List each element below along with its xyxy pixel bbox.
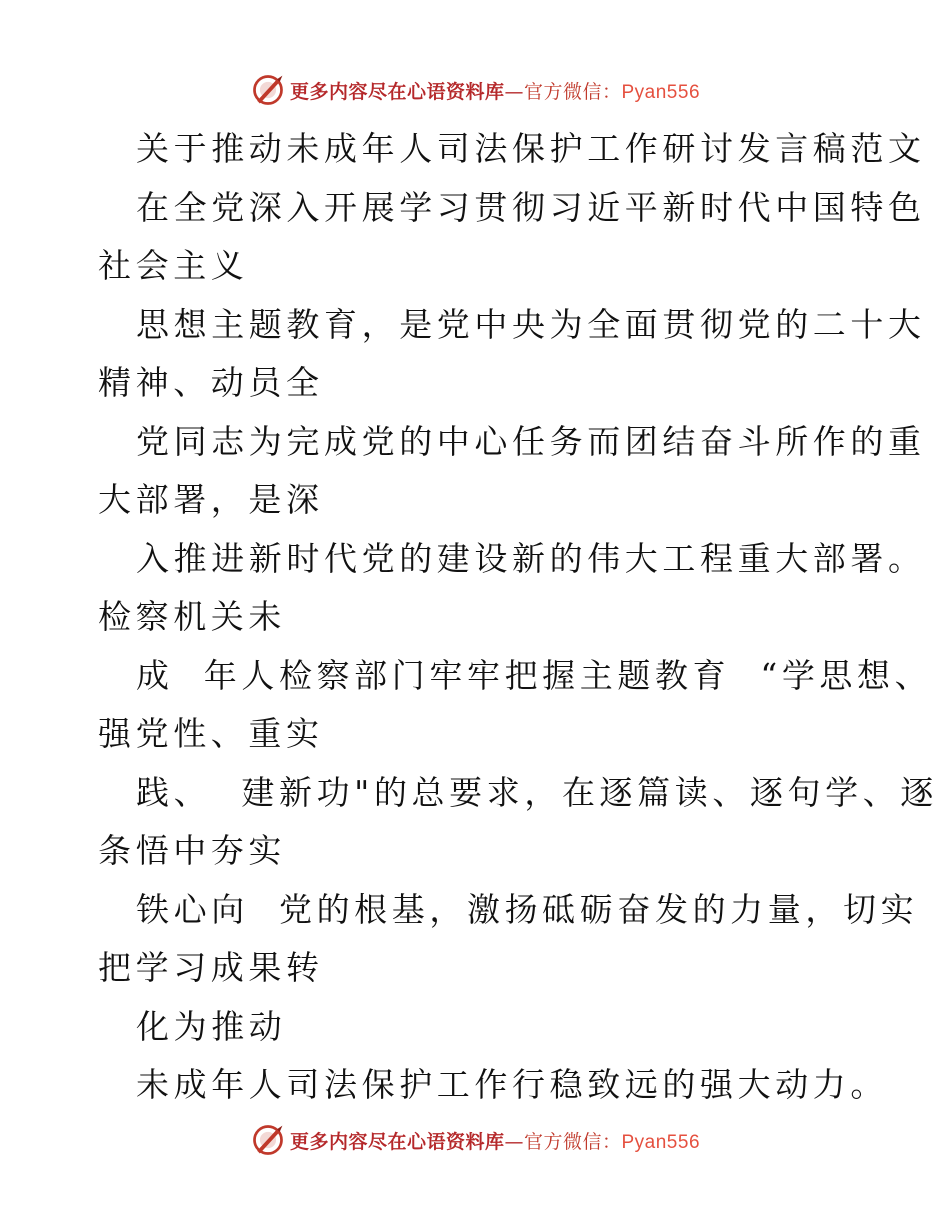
text-line: 在全党深入开展学习贯彻习近平新时代中国特色	[136, 187, 926, 227]
text-line: 强党性、重实	[98, 714, 324, 753]
text-line: 党同志为完成党的中心任务而团结奋斗所作的重	[136, 421, 926, 461]
text-line: 社会主义	[98, 246, 249, 285]
text-line: 精神、动员全	[98, 363, 324, 402]
footer-watermark-banner	[0, 1120, 950, 1160]
banner-dash: —	[504, 80, 524, 103]
text-line: 入推进新时代党的建设新的伟大工程重大部署。	[136, 538, 926, 578]
banner-wechat-handle: Pyan556	[621, 1131, 701, 1153]
banner-dash: —	[504, 1130, 524, 1153]
document-body	[98, 120, 938, 1115]
banner-wechat-label: 官方微信：	[523, 80, 622, 103]
text-line: 践、 建新功"的总要求，在逐篇读、逐句学、逐	[136, 772, 938, 812]
banner-site-name: 更多内容尽在心语资料库	[289, 80, 505, 103]
header-watermark-banner	[0, 70, 950, 110]
text-line: 检察机关未	[98, 597, 286, 636]
banner-site-name: 更多内容尽在心语资料库	[289, 1130, 505, 1153]
text-line: 大部署，是深	[98, 480, 324, 519]
banner-wechat-handle: Pyan556	[621, 81, 701, 103]
quill-seal-icon	[250, 72, 286, 108]
text-line: 思想主题教育，是党中央为全面贯彻党的二十大	[136, 304, 926, 344]
text-line: 未成年人司法保护工作行稳致远的强大动力。	[136, 1065, 888, 1104]
quill-seal-icon	[250, 1122, 286, 1158]
text-line: 化为推动	[136, 1006, 287, 1046]
text-line: 成 年人检察部门牢牢把握主题教育 “学思想、	[136, 655, 933, 695]
text-line: 条悟中夯实	[98, 831, 286, 870]
text-line: 把学习成果转	[98, 948, 324, 987]
banner-wechat-label: 官方微信：	[523, 1130, 622, 1153]
text-line: 铁心向 党的根基，激扬砥砺奋发的力量，切实	[136, 889, 919, 929]
document-title: 关于推动未成年人司法保护工作研讨发言稿范文	[136, 129, 926, 168]
